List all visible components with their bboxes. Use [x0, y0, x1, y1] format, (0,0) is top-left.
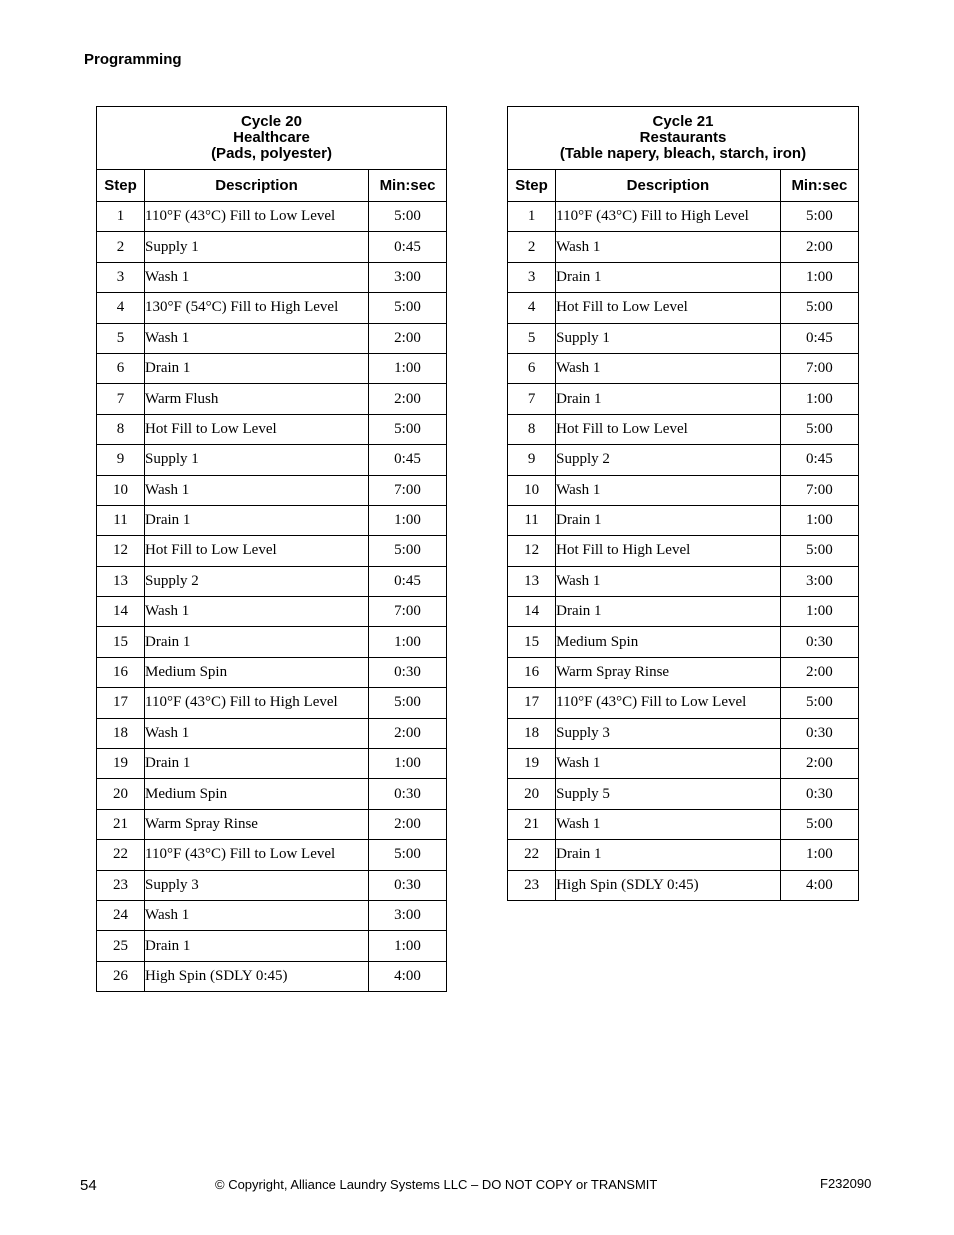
table-row: [97, 809, 447, 839]
time-cell: 1:00: [780, 840, 858, 870]
table-row: [97, 353, 447, 383]
step-cell: 20: [508, 779, 556, 809]
step-cell: 2: [97, 232, 145, 262]
description-cell: Supply 2: [556, 445, 781, 475]
table-row: [508, 293, 859, 323]
time-cell: 0:30: [780, 718, 858, 748]
time-cell: 5:00: [369, 202, 447, 232]
step-cell: 5: [508, 323, 556, 353]
step-cell: 10: [508, 475, 556, 505]
time-cell: 0:30: [780, 779, 858, 809]
step-cell: 24: [97, 900, 145, 930]
description-cell: Hot Fill to Low Level: [145, 536, 369, 566]
table-row: [508, 353, 859, 383]
description-cell: Drain 1: [145, 353, 369, 383]
time-cell: 0:30: [369, 657, 447, 687]
description-cell: Drain 1: [556, 505, 781, 535]
step-cell: 13: [508, 566, 556, 596]
step-cell: 21: [97, 809, 145, 839]
table-title-line: Healthcare: [233, 129, 310, 146]
time-cell: 7:00: [369, 597, 447, 627]
step-cell: 23: [508, 870, 556, 900]
step-cell: 8: [97, 414, 145, 444]
step-cell: 17: [508, 688, 556, 718]
column-header-step: Step: [97, 170, 145, 202]
description-cell: Hot Fill to High Level: [556, 536, 781, 566]
description-cell: Medium Spin: [145, 657, 369, 687]
table-row: [97, 323, 447, 353]
step-cell: 13: [97, 566, 145, 596]
time-cell: 0:45: [780, 445, 858, 475]
time-cell: 2:00: [780, 232, 858, 262]
table-row: [508, 718, 859, 748]
time-cell: 2:00: [780, 749, 858, 779]
table-row: [97, 262, 447, 292]
step-cell: 22: [97, 840, 145, 870]
description-cell: Wash 1: [556, 475, 781, 505]
table-title: [508, 107, 859, 170]
description-cell: Drain 1: [556, 384, 781, 414]
step-cell: 20: [97, 779, 145, 809]
step-cell: 9: [508, 445, 556, 475]
step-cell: 18: [508, 718, 556, 748]
column-header-time: Min:sec: [369, 170, 447, 202]
description-cell: Drain 1: [556, 262, 781, 292]
description-cell: Medium Spin: [556, 627, 781, 657]
table-row: [97, 718, 447, 748]
time-cell: 5:00: [369, 840, 447, 870]
description-cell: Drain 1: [145, 931, 369, 961]
step-cell: 14: [508, 597, 556, 627]
table-row: [508, 688, 859, 718]
description-cell: Wash 1: [556, 809, 781, 839]
description-cell: Drain 1: [556, 597, 781, 627]
description-cell: Drain 1: [145, 749, 369, 779]
step-cell: 7: [97, 384, 145, 414]
table-row: [508, 870, 859, 900]
column-header-time: Min:sec: [780, 170, 858, 202]
time-cell: 3:00: [780, 566, 858, 596]
table-row: [508, 627, 859, 657]
table-row: [508, 414, 859, 444]
description-cell: Wash 1: [556, 749, 781, 779]
table-title-line: (Pads, polyester): [211, 145, 332, 162]
description-cell: Medium Spin: [145, 779, 369, 809]
description-cell: 110°F (43°C) Fill to Low Level: [556, 688, 781, 718]
time-cell: 0:45: [369, 445, 447, 475]
description-cell: Warm Spray Rinse: [145, 809, 369, 839]
time-cell: 1:00: [780, 597, 858, 627]
table-row: [97, 293, 447, 323]
time-cell: 2:00: [369, 809, 447, 839]
time-cell: 1:00: [369, 749, 447, 779]
step-cell: 12: [508, 536, 556, 566]
description-cell: Wash 1: [145, 597, 369, 627]
step-cell: 1: [508, 202, 556, 232]
description-cell: 110°F (43°C) Fill to Low Level: [145, 202, 369, 232]
table-title-line: Cycle 20: [241, 113, 302, 130]
description-cell: Drain 1: [145, 505, 369, 535]
table-row: [97, 414, 447, 444]
table-title-line: Restaurants: [639, 129, 727, 146]
time-cell: 1:00: [780, 262, 858, 292]
step-cell: 3: [508, 262, 556, 292]
table-row: [97, 657, 447, 687]
table-row: [508, 475, 859, 505]
description-cell: Hot Fill to Low Level: [145, 414, 369, 444]
time-cell: 1:00: [369, 627, 447, 657]
description-cell: Drain 1: [145, 627, 369, 657]
table-row: [508, 445, 859, 475]
step-cell: 12: [97, 536, 145, 566]
time-cell: 0:45: [369, 232, 447, 262]
table-row: [97, 536, 447, 566]
table-row: [97, 202, 447, 232]
time-cell: 0:30: [369, 870, 447, 900]
table-row: [97, 475, 447, 505]
table-row: [97, 566, 447, 596]
description-cell: High Spin (SDLY 0:45): [145, 961, 369, 991]
description-cell: Wash 1: [556, 353, 781, 383]
step-cell: 2: [508, 232, 556, 262]
time-cell: 2:00: [780, 657, 858, 687]
time-cell: 7:00: [780, 353, 858, 383]
time-cell: 1:00: [780, 384, 858, 414]
table-row: [508, 566, 859, 596]
description-cell: 110°F (43°C) Fill to High Level: [556, 202, 781, 232]
table-row: [97, 597, 447, 627]
time-cell: 2:00: [369, 323, 447, 353]
time-cell: 1:00: [780, 505, 858, 535]
description-cell: Supply 3: [556, 718, 781, 748]
table-row: [508, 505, 859, 535]
description-cell: Drain 1: [556, 840, 781, 870]
time-cell: 5:00: [369, 414, 447, 444]
table-row: [97, 931, 447, 961]
table-row: [508, 749, 859, 779]
table-row: [508, 232, 859, 262]
step-cell: 21: [508, 809, 556, 839]
description-cell: Wash 1: [145, 900, 369, 930]
table-row: [97, 900, 447, 930]
time-cell: 5:00: [780, 202, 858, 232]
table-title-line: Cycle 21: [652, 113, 714, 130]
time-cell: 7:00: [369, 475, 447, 505]
time-cell: 5:00: [780, 809, 858, 839]
step-cell: 6: [508, 353, 556, 383]
description-cell: Supply 3: [145, 870, 369, 900]
description-cell: Wash 1: [145, 262, 369, 292]
time-cell: 5:00: [369, 688, 447, 718]
table-row: [97, 961, 447, 991]
step-cell: 17: [97, 688, 145, 718]
table-row: [97, 445, 447, 475]
step-cell: 6: [97, 353, 145, 383]
step-cell: 11: [508, 505, 556, 535]
time-cell: 7:00: [780, 475, 858, 505]
table-row: [508, 202, 859, 232]
description-cell: Wash 1: [145, 718, 369, 748]
step-cell: 16: [97, 657, 145, 687]
column-header-step: Step: [508, 170, 556, 202]
description-cell: Wash 1: [556, 232, 781, 262]
table-row: [508, 323, 859, 353]
table-row: [97, 749, 447, 779]
step-cell: 4: [97, 293, 145, 323]
table-body: [508, 202, 859, 901]
description-cell: Supply 1: [145, 232, 369, 262]
time-cell: 2:00: [369, 384, 447, 414]
table-row: [97, 384, 447, 414]
time-cell: 1:00: [369, 931, 447, 961]
time-cell: 3:00: [369, 262, 447, 292]
step-cell: 23: [97, 870, 145, 900]
description-cell: Wash 1: [145, 475, 369, 505]
step-cell: 3: [97, 262, 145, 292]
table-row: [97, 840, 447, 870]
page-number: 54: [80, 1177, 97, 1194]
table-row: [508, 657, 859, 687]
column-header-description: Description: [556, 170, 781, 202]
description-cell: Supply 1: [556, 323, 781, 353]
step-cell: 26: [97, 961, 145, 991]
time-cell: 5:00: [780, 688, 858, 718]
table-row: [508, 597, 859, 627]
step-cell: 18: [97, 718, 145, 748]
description-cell: 110°F (43°C) Fill to High Level: [145, 688, 369, 718]
table-row: [97, 779, 447, 809]
table-row: [508, 840, 859, 870]
time-cell: 0:45: [369, 566, 447, 596]
time-cell: 0:45: [780, 323, 858, 353]
time-cell: 1:00: [369, 505, 447, 535]
time-cell: 5:00: [780, 536, 858, 566]
description-cell: 130°F (54°C) Fill to High Level: [145, 293, 369, 323]
description-cell: Supply 5: [556, 779, 781, 809]
table-row: [97, 505, 447, 535]
table-row: [97, 232, 447, 262]
table-title-line: (Table napery, bleach, starch, iron): [559, 145, 807, 162]
step-cell: 8: [508, 414, 556, 444]
time-cell: 5:00: [780, 293, 858, 323]
table-title: [97, 107, 447, 170]
copyright-notice: © Copyright, Alliance Laundry Systems LLC – DO NOT COPY or TRANSMIT: [215, 1177, 658, 1192]
description-cell: Hot Fill to Low Level: [556, 414, 781, 444]
table-row: [508, 384, 859, 414]
table-row: [508, 536, 859, 566]
table-row: [97, 627, 447, 657]
step-cell: 9: [97, 445, 145, 475]
step-cell: 15: [508, 627, 556, 657]
time-cell: 5:00: [780, 414, 858, 444]
time-cell: 4:00: [369, 961, 447, 991]
table-row: [97, 688, 447, 718]
step-cell: 7: [508, 384, 556, 414]
document-id: F232090: [820, 1176, 872, 1191]
step-cell: 1: [97, 202, 145, 232]
description-cell: High Spin (SDLY 0:45): [556, 870, 781, 900]
description-cell: 110°F (43°C) Fill to Low Level: [145, 840, 369, 870]
description-cell: Warm Spray Rinse: [556, 657, 781, 687]
cycle-20-table: [96, 106, 447, 992]
time-cell: 0:30: [369, 779, 447, 809]
time-cell: 1:00: [369, 353, 447, 383]
step-cell: 14: [97, 597, 145, 627]
description-cell: Wash 1: [145, 323, 369, 353]
step-cell: 19: [97, 749, 145, 779]
table-row: [508, 779, 859, 809]
step-cell: 16: [508, 657, 556, 687]
step-cell: 22: [508, 840, 556, 870]
step-cell: 5: [97, 323, 145, 353]
column-header-description: Description: [145, 170, 369, 202]
table-row: [97, 870, 447, 900]
time-cell: 4:00: [780, 870, 858, 900]
table-row: [508, 809, 859, 839]
description-cell: Supply 1: [145, 445, 369, 475]
table-row: [508, 262, 859, 292]
step-cell: 11: [97, 505, 145, 535]
time-cell: 2:00: [369, 718, 447, 748]
section-title: Programming: [84, 51, 182, 68]
description-cell: Wash 1: [556, 566, 781, 596]
description-cell: Warm Flush: [145, 384, 369, 414]
time-cell: 5:00: [369, 536, 447, 566]
description-cell: Hot Fill to Low Level: [556, 293, 781, 323]
table-body: [97, 202, 447, 992]
time-cell: 0:30: [780, 627, 858, 657]
time-cell: 3:00: [369, 900, 447, 930]
time-cell: 5:00: [369, 293, 447, 323]
step-cell: 10: [97, 475, 145, 505]
step-cell: 15: [97, 627, 145, 657]
description-cell: Supply 2: [145, 566, 369, 596]
step-cell: 19: [508, 749, 556, 779]
cycle-21-table: [507, 106, 859, 901]
step-cell: 4: [508, 293, 556, 323]
step-cell: 25: [97, 931, 145, 961]
